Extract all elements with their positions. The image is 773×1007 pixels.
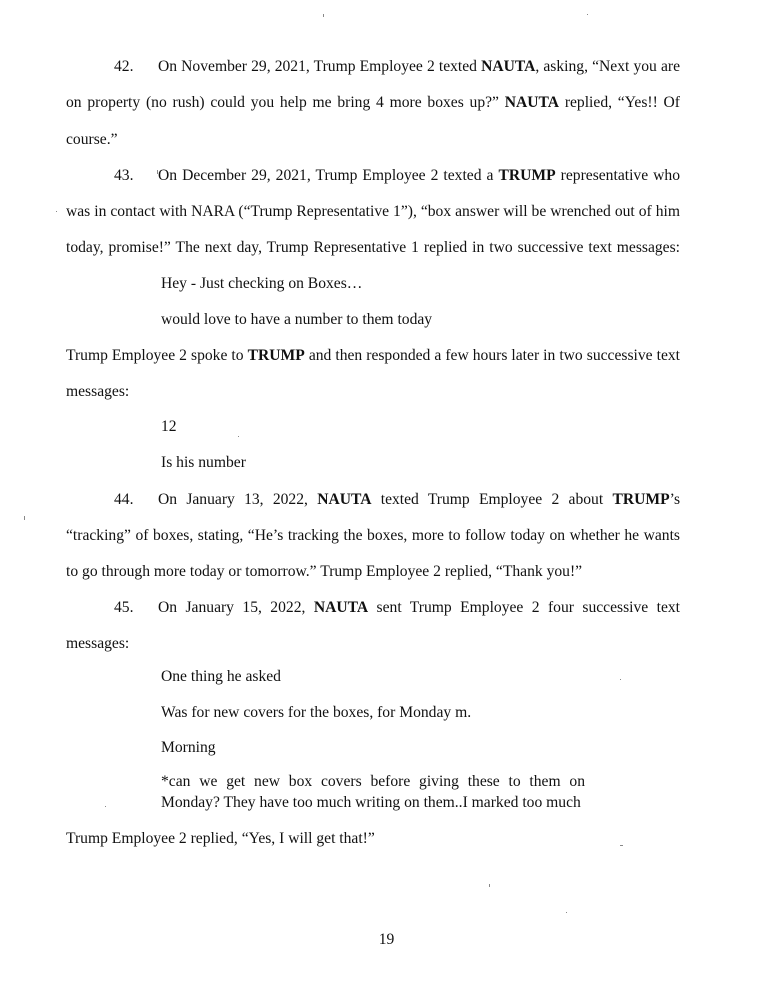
paragraph-43-line-2: was in contact with NARA (“Trump Representative 1”), “box answer will be wrenched out of him (66, 203, 680, 220)
paragraph-44-line-2: “tracking” of boxes, stating, “He’s tracking the boxes, more to follow today on whether he wants (66, 527, 680, 544)
paragraph-43-line-1: 43. On December 29, 2021, Trump Employee 2 texted a TRUMP representative who (66, 158, 680, 195)
text-message: *can we get new box covers before giving these to them on Monday? They have too much writing on them..I marked too much (161, 773, 585, 811)
scan-speck (620, 679, 621, 680)
scan-speck (56, 211, 57, 212)
scan-speck (157, 170, 158, 174)
name-nauta: NAUTA (504, 94, 560, 111)
paragraph-44-line-1: 44. On January 13, 2022, NAUTA texted Trump Employee 2 about TRUMP’s (66, 482, 680, 519)
paragraph-42-line-3: course.” (66, 131, 118, 148)
scan-speck (24, 516, 25, 520)
scan-speck (489, 884, 490, 887)
name-nauta: NAUTA (313, 599, 369, 616)
name-trump: TRUMP (247, 347, 305, 364)
scan-speck (238, 436, 239, 437)
paragraph-45-line-2: messages: (66, 635, 130, 652)
text-message: would love to have a number to them today (161, 311, 433, 328)
scan-speck (620, 845, 623, 846)
name-nauta: NAUTA (481, 58, 536, 75)
scan-speck (587, 14, 588, 15)
page-number: 19 (378, 931, 395, 948)
name-nauta: NAUTA (317, 491, 372, 508)
scan-speck (323, 14, 324, 17)
paragraph-number: 43. (114, 167, 134, 184)
paragraph-42-line-1: 42. On November 29, 2021, Trump Employee 2 texted NAUTA, asking, “Next you are (66, 49, 680, 86)
text-message: One thing he asked (161, 668, 281, 685)
text-message: Morning (161, 739, 216, 756)
scan-speck (105, 806, 106, 807)
paragraph-number: 42. (114, 58, 134, 75)
paragraph-45-line-1: 45. On January 15, 2022, NAUTA sent Trump Employee 2 four successive text (66, 590, 680, 627)
paragraph-45-closing: Trump Employee 2 replied, “Yes, I will get that!” (66, 830, 375, 847)
text-message: 12 (161, 418, 177, 435)
text-message: Is his number (161, 454, 246, 471)
paragraph-44-line-3: to go through more today or tomorrow.” Trump Employee 2 replied, “Thank you!” (66, 563, 583, 580)
paragraph-42-line-2: on property (no rush) could you help me bring 4 more boxes up?” NAUTA replied, “Yes!! Of (66, 94, 680, 111)
text-message: Hey - Just checking on Boxes… (161, 275, 363, 292)
name-trump: TRUMP (498, 167, 556, 184)
name-trump: TRUMP (612, 491, 670, 508)
paragraph-number: 44. (114, 491, 134, 508)
paragraph-43-cont-line-1: Trump Employee 2 spoke to TRUMP and then responded a few hours later in two successive text (66, 347, 680, 364)
paragraph-43-line-3: today, promise!” The next day, Trump Representative 1 replied in two successive text messages: (66, 239, 680, 256)
paragraph-43-cont-line-2: messages: (66, 383, 130, 400)
text-message: Was for new covers for the boxes, for Monday m. (161, 704, 472, 721)
scan-speck (566, 912, 567, 913)
paragraph-number: 45. (114, 599, 134, 616)
